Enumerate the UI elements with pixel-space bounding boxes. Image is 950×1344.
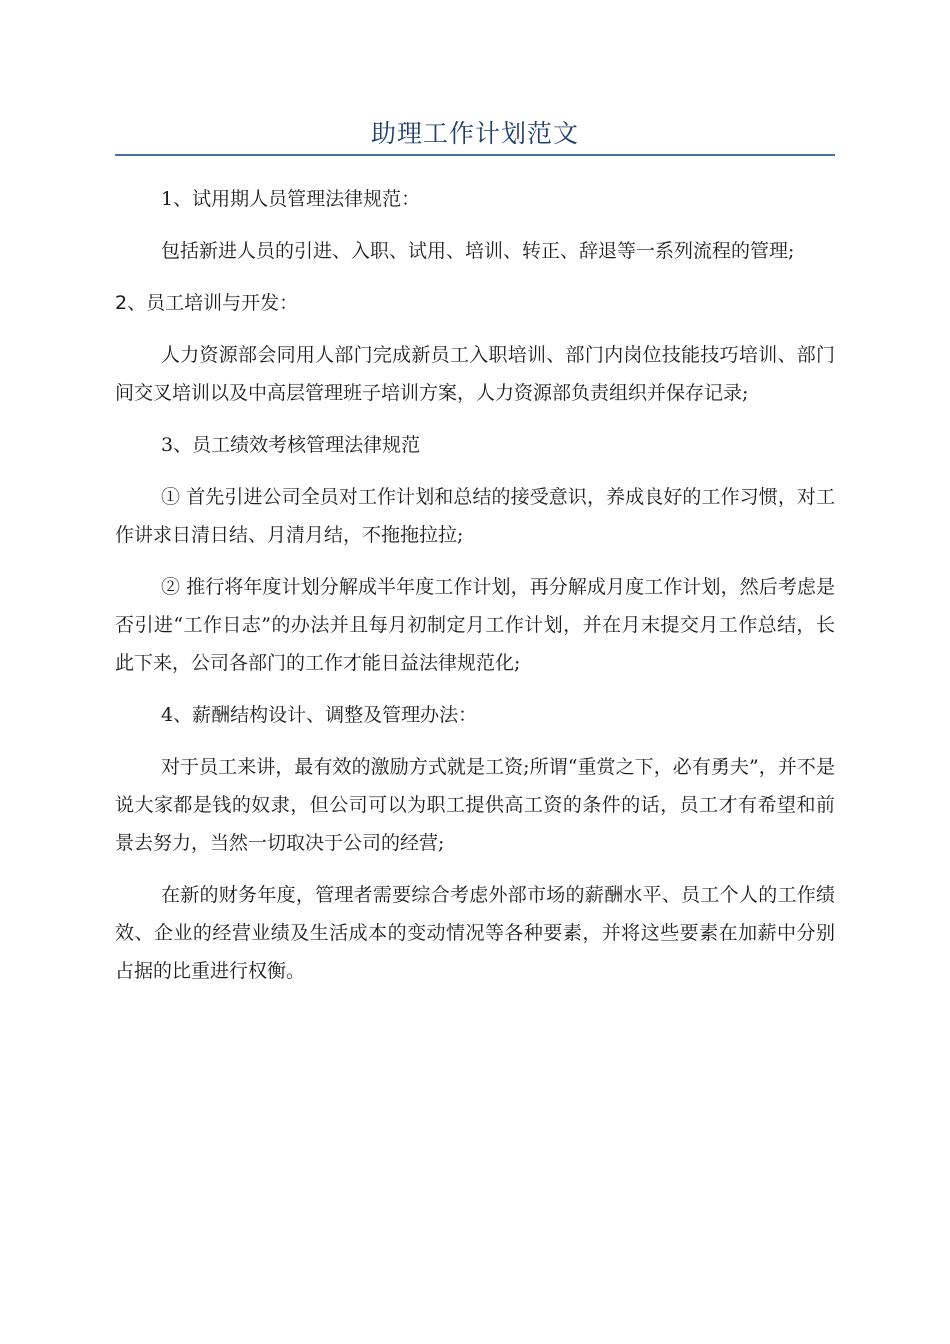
document-body [115,180,835,990]
paragraph-8: 4、薪酬结构设计、调整及管理办法： [161,703,478,726]
document-title: 助理工作计划范文 [370,119,579,148]
title-underline [115,154,835,156]
paragraph-5: 3、员工绩效考核管理法律规范 [161,433,421,456]
paragraph-9: 对于员工来讲，最有效的激励方式就是工资;所谓“重赏之下，必有勇夫”，并不是说大家都是钱的奴隶，但公司可以为职工提供高工资的条件的话，员工才有希望和前景去努力，当然一切取决于公司的经营; [115,755,835,854]
paragraph-1: 1、试用期人员管理法律规范： [161,187,421,210]
paragraph-10: 在新的财务年度，管理者需要综合考虑外部市场的薪酬水平、员工个人的工作绩效、企业的经营业绩及生活成本的变动情况等各种要素，并将这些要素在加薪中分别占据的比重进行权衡。 [115,883,835,982]
paragraph-3: 2、员工培训与开发： [115,291,299,314]
paragraph-2: 包括新进人员的引进、入职、试用、培训、转正、辞退等一系列流程的管理; [161,239,795,262]
paragraph-7: ② 推行将年度计划分解成半年度工作计划，再分解成月度工作计划，然后考虑是否引进“工作日志”的办法并且每月初制定月工作计划，并在月末提交月工作总结，长此下来，公司各部门的工作才能日益法律规范化; [115,575,835,674]
document-page [115,0,835,1004]
paragraph-4: 人力资源部会同用人部门完成新员工入职培训、部门内岗位技能技巧培训、部门间交叉培训以及中高层管理班子培训方案，人力资源部负责组织并保存记录; [115,343,835,404]
paragraph-6: ① 首先引进公司全员对工作计划和总结的接受意识，养成良好的工作习惯，对工作讲求日清日结、月清月结，不拖拖拉拉; [115,485,835,546]
